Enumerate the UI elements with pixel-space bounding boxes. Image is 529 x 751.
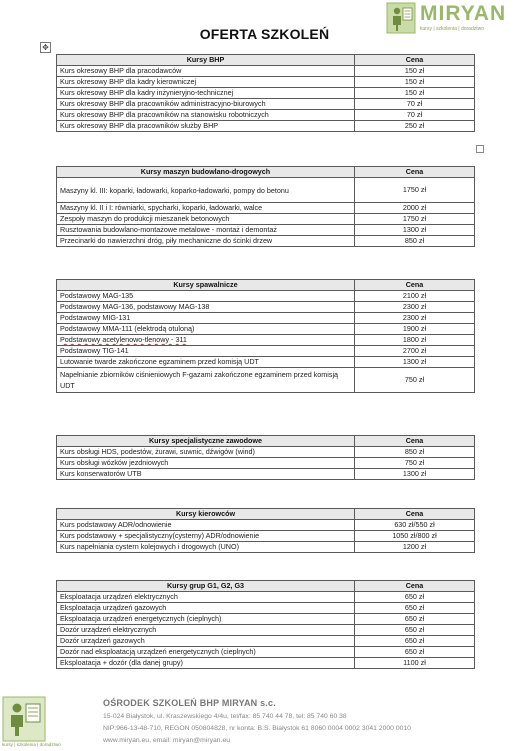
table-row	[57, 447, 475, 458]
course-price: 150 zł	[355, 66, 475, 77]
course-price: 2000 zł	[355, 203, 475, 214]
course-price: 1900 zł	[355, 324, 475, 335]
course-name: Eksploatacja + dozór (dla danej grupy)	[57, 658, 355, 669]
table-row	[57, 178, 475, 203]
course-name: Kurs napełniania cystern kolejowych i drogowych (UNO)	[57, 542, 355, 553]
course-name: Podstawowy MMA-111 (elektrodą otuloną)	[57, 324, 355, 335]
course-name	[57, 335, 355, 346]
table-row	[57, 236, 475, 247]
course-name: Kurs podstawowy + specjalistyczny(cysterny) ADR/odnowienie	[57, 531, 355, 542]
table-row	[57, 542, 475, 553]
course-price: 650 zł	[355, 603, 475, 614]
course-price: 1300 zł	[355, 225, 475, 236]
course-price: 150 zł	[355, 88, 475, 99]
course-price: 70 zł	[355, 99, 475, 110]
course-price: 850 zł	[355, 236, 475, 247]
course-price: 750 zł	[355, 368, 475, 393]
table-row	[57, 647, 475, 658]
course-name: Podstawowy TIG-141	[57, 346, 355, 357]
table-row	[57, 520, 475, 531]
course-price: 1100 zł	[355, 658, 475, 669]
course-price: 1300 zł	[355, 357, 475, 368]
course-price: 1800 zł	[355, 335, 475, 346]
table-row	[57, 324, 475, 335]
course-name: Kurs okresowy BHP dla kadry kierowniczej	[57, 77, 355, 88]
table-row	[57, 77, 475, 88]
course-name: Eksploatacja urządzeń elektrycznych	[57, 592, 355, 603]
price-column-header: Cena	[355, 436, 475, 447]
table-header-row	[57, 509, 475, 520]
course-name: Kurs okresowy BHP dla pracowników na stanowisku robotniczych	[57, 110, 355, 121]
course-price: 650 zł	[355, 614, 475, 625]
course-price: 70 zł	[355, 110, 475, 121]
course-name: Kurs podstawowy ADR/odnowienie	[57, 520, 355, 531]
table-row	[57, 110, 475, 121]
table-row	[57, 636, 475, 647]
footer-address: 15-024 Białystok, ul. Kraszewskiego 4/4u, tel/fax: 85 740 44 78, tel: 85 740 60 38	[103, 713, 347, 720]
course-name: Lutowanie twarde zakończone egzaminem przed komisją UDT	[57, 357, 355, 368]
table-row	[57, 458, 475, 469]
course-price: 2100 zł	[355, 291, 475, 302]
table-row	[57, 291, 475, 302]
course-table	[56, 279, 475, 393]
footer-contact: www.miryan.eu, email: miryan@miryan.eu	[103, 737, 231, 744]
table-row	[57, 99, 475, 110]
course-name: Kurs okresowy BHP dla pracowników administracyjno-biurowych	[57, 99, 355, 110]
table-row	[57, 302, 475, 313]
course-price: 650 zł	[355, 625, 475, 636]
table-row	[57, 368, 475, 393]
course-name: Kurs obsługi wózków jezdniowych	[57, 458, 355, 469]
table-header-row	[57, 436, 475, 447]
table-resize-handle-icon[interactable]	[476, 145, 484, 153]
table-row	[57, 335, 475, 346]
table-row	[57, 614, 475, 625]
course-table	[56, 54, 475, 132]
course-name: Podstawowy MAG-136, podstawowy MAG-138	[57, 302, 355, 313]
course-name: Przecinarki do nawierzchni dróg, piły mechaniczne do ścinki drzew	[57, 236, 355, 247]
course-price: 1750 zł	[355, 178, 475, 203]
price-column-header: Cena	[355, 581, 475, 592]
table-row	[57, 121, 475, 132]
document-title: OFERTA SZKOLEŃ	[199, 26, 330, 42]
table-row	[57, 658, 475, 669]
course-name: Kurs okresowy BHP dla kadry inżynieryjno-technicznej	[57, 88, 355, 99]
table-row	[57, 531, 475, 542]
course-name: Kurs konserwatorów UTB	[57, 469, 355, 480]
course-name: Podstawowy MAG-135	[57, 291, 355, 302]
footer-logo-caption: kursy | szkolenia | doradztwo	[2, 742, 61, 747]
price-column-header: Cena	[355, 280, 475, 291]
price-column-header: Cena	[355, 55, 475, 66]
course-name: Kurs okresowy BHP dla pracodawców	[57, 66, 355, 77]
course-price: 750 zł	[355, 458, 475, 469]
brand-tagline: kursy | szkolenia | doradztwo	[420, 26, 485, 32]
table-row	[57, 469, 475, 480]
brand-name: MIRYAN	[420, 2, 507, 25]
course-table	[56, 508, 475, 553]
course-price: 650 zł	[355, 636, 475, 647]
footer-company-name: OŚRODEK SZKOLEŃ BHP MIRYAN s.c.	[103, 698, 276, 708]
course-price: 1750 zł	[355, 214, 475, 225]
footer	[0, 694, 529, 751]
course-table	[56, 166, 475, 247]
section-header: Kursy maszyn budowlano-drogowych	[57, 167, 355, 178]
table-row	[57, 346, 475, 357]
course-name: Podstawowy MIG-131	[57, 313, 355, 324]
course-name: Napełnianie zbiorników ciśnieniowych F-gazami zakończone egzaminem przed komisją UDT	[57, 368, 355, 393]
table-row	[57, 66, 475, 77]
course-price: 1050 zł/800 zł	[355, 531, 475, 542]
course-name: Eksploatacja urządzeń gazowych	[57, 603, 355, 614]
course-price: 150 zł	[355, 77, 475, 88]
course-name: Rusztowania budowlano-montażowe metalowe - montaż i demontaż	[57, 225, 355, 236]
table-row	[57, 592, 475, 603]
course-price: 2300 zł	[355, 313, 475, 324]
course-price: 1200 zł	[355, 542, 475, 553]
course-price: 650 zł	[355, 647, 475, 658]
course-name: Eksploatacja urządzeń energetycznych (cieplnych)	[57, 614, 355, 625]
course-price: 2700 zł	[355, 346, 475, 357]
table-move-handle-icon[interactable]: ✥	[40, 42, 51, 53]
course-name: Zespoły maszyn do produkcji mieszanek betonowych	[57, 214, 355, 225]
table-row	[57, 214, 475, 225]
section-header: Kursy spawalnicze	[57, 280, 355, 291]
section-header: Kursy grup G1, G2, G3	[57, 581, 355, 592]
course-name: Dozór nad eksploatacją urządzeń energetycznych (cieplnych)	[57, 647, 355, 658]
section-header: Kursy specjalistyczne zawodowe	[57, 436, 355, 447]
course-name: Maszyny kl. II i I: równiarki, spycharki, koparki, ładowarki, walce	[57, 203, 355, 214]
course-table	[56, 580, 475, 669]
table-row	[57, 203, 475, 214]
table-header-row	[57, 55, 475, 66]
course-name: Kurs obsługi HDS, podestów, żurawi, suwnic, dźwigów (wind)	[57, 447, 355, 458]
table-header-row	[57, 167, 475, 178]
spellcheck-text: Podstawowy acetylenowo-tlenowy - 311	[60, 335, 187, 344]
price-column-header: Cena	[355, 509, 475, 520]
course-price: 1300 zł	[355, 469, 475, 480]
course-name: Kurs okresowy BHP dla pracowników służby BHP	[57, 121, 355, 132]
course-price: 630 zł/550 zł	[355, 520, 475, 531]
price-column-header: Cena	[355, 167, 475, 178]
table-row	[57, 603, 475, 614]
table-row	[57, 625, 475, 636]
table-row	[57, 357, 475, 368]
course-price: 2300 zł	[355, 302, 475, 313]
table-row	[57, 313, 475, 324]
course-name: Dozór urządzeń elektrycznych	[57, 625, 355, 636]
table-row	[57, 88, 475, 99]
section-header: Kursy BHP	[57, 55, 355, 66]
course-table	[56, 435, 475, 480]
course-name: Dozór urządzeń gazowych	[57, 636, 355, 647]
section-header: Kursy kierowców	[57, 509, 355, 520]
course-price: 250 zł	[355, 121, 475, 132]
course-price: 850 zł	[355, 447, 475, 458]
table-header-row	[57, 280, 475, 291]
footer-registry: NIP:966-13-48-710, REGON 050804828, nr konta: B.S. Białystok 61 8060 0004 0002 3041 2000 0010	[103, 725, 411, 732]
table-header-row	[57, 581, 475, 592]
course-price: 650 zł	[355, 592, 475, 603]
course-name: Maszyny kl. III: koparki, ładowarki, koparko-ładowarki, pompy do betonu	[57, 178, 355, 203]
table-row	[57, 225, 475, 236]
footer-logo-icon	[2, 696, 46, 742]
